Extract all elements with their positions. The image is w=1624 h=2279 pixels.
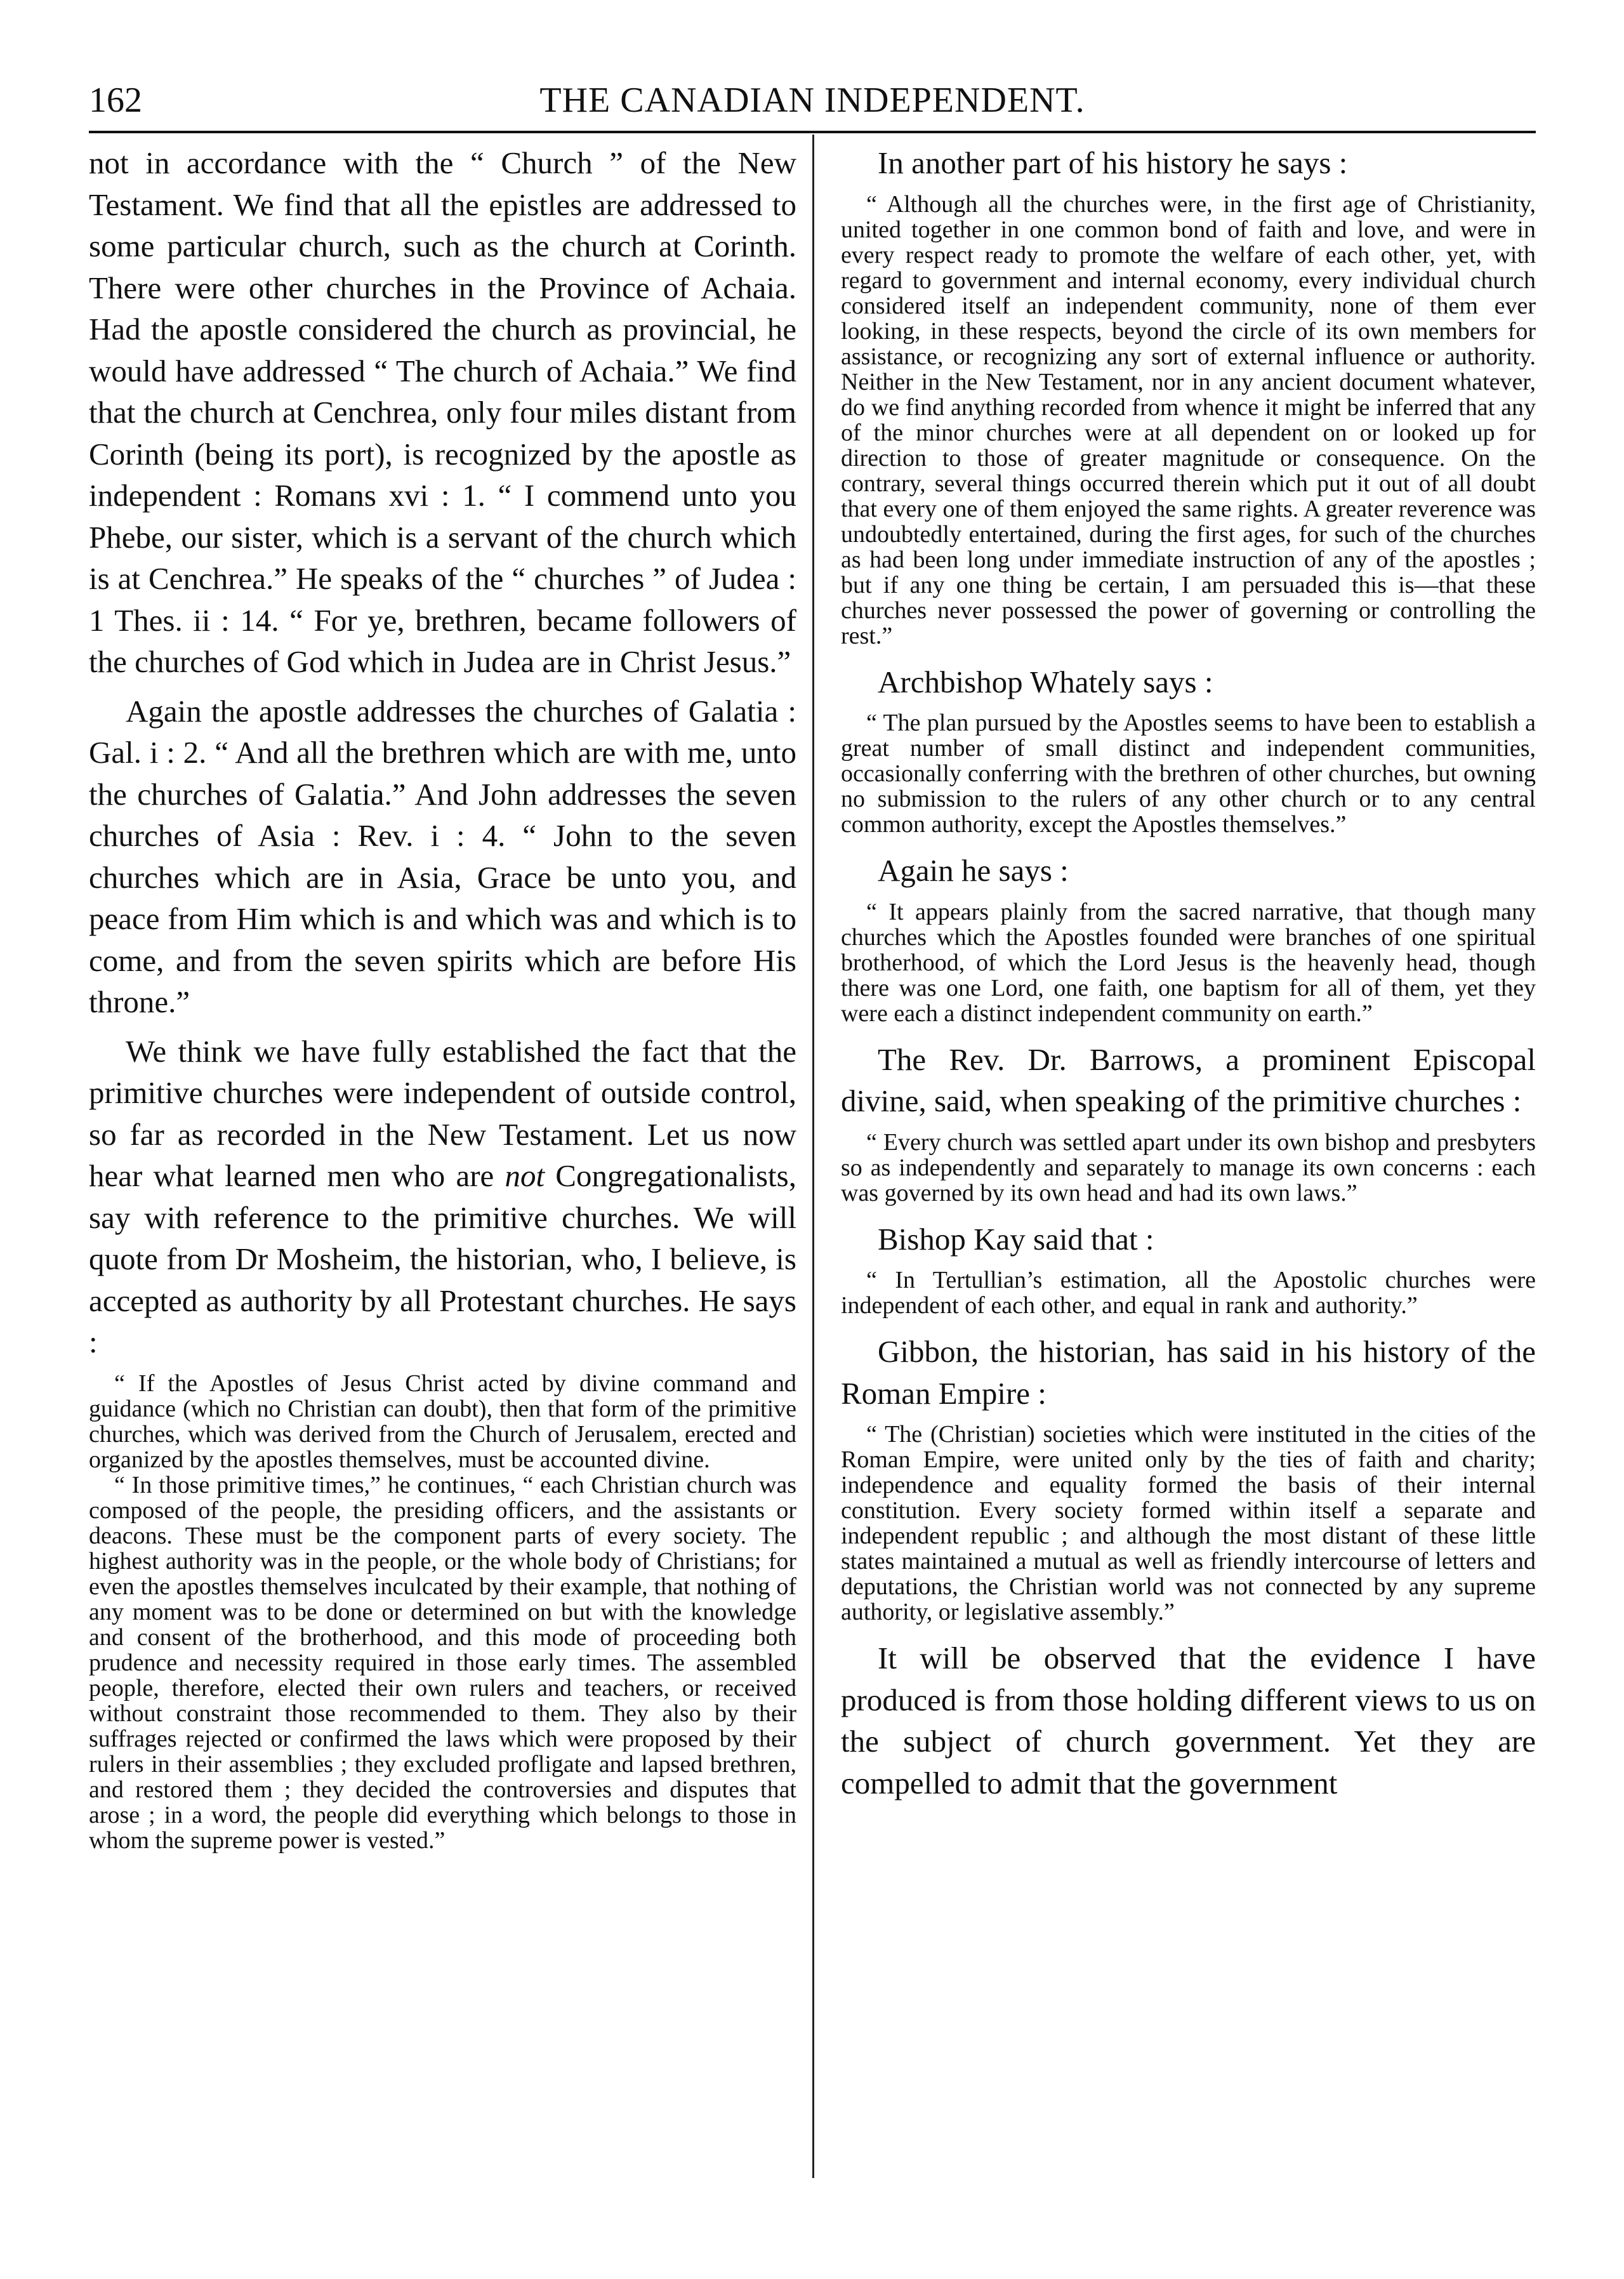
paragraph-barrows-intro: The Rev. Dr. Barrows, a prominent Episcopal divine, said, when speaking of the primitive churches : xyxy=(841,1041,1536,1118)
paragraph-mosheim-intro xyxy=(89,1031,796,1363)
mosheim-intro-part-2: Congregationalists, say with reference to the primitive churches. We will quote from Dr Mosheim, the historian, who, I believe, is accepted as authority by all Protestant churches. He says : xyxy=(89,1158,796,1359)
paragraph-gibbon-intro: Gibbon, the historian, has said in his history of the Roman Empire : xyxy=(841,1334,1536,1411)
quote-mosheim-independent-community: “ Although all the churches were, in the first age of Christianity, united together in one common bond of faith and love, and were in every respect ready to promote the welfare of each other, yet, with regard to government and internal economy, every individual church considered itself an independent community, none of them ever looking, in these respects, beyond the circle of its own members for assistance, or recognizing any sort of external influence or authority. Neither in the New Testament, nor in any ancient document whatever, do we find anything recorded from whence it might be inferred that any of the minor churches were at all dependent on or looked up for direction to those of greater magnitude or consequence. On the contrary, several things occurred therein which put it out of all doubt that every one of them enjoyed the same rights. A greater reverence was undoubtedly entertained, during the first ages, for such of the churches as had been long under immediate instruction of any of the apostles ; but if any one thing be certain, I am persuaded this is—that these churches never possessed the power of governing or controlling the rest.” xyxy=(841,190,1536,649)
quote-barrows: “ Every church was settled apart under its own bishop and presbyters so as independently and separately to manage its own concerns : each was governed by its own head and had its own laws.” xyxy=(841,1128,1536,1206)
column-divider xyxy=(812,135,814,2178)
quote-whately-plan: “ The plan pursued by the Apostles seems to have been to establish a great number of small distinct and independent communities, occasionally conferring with the brethren of other churches, but owning no submission to the rulers of any other church or to any central common authority, except the Apostles themselves.” xyxy=(841,710,1536,838)
quote-kay: “ In Tertullian’s estimation, all the Apostolic churches were independent of each other, and equal in rank and authority.” xyxy=(841,1267,1536,1319)
paragraph-galatia: Again the apostle addresses the churches of Galatia : Gal. i : 2. “ And all the brethren which are with me, unto the churches of Galatia.” And John addresses the seven churches of Asia : Rev. i : 4. “ John to the seven churches which are in Asia, Grace be unto you, and peace from Him which is and which was and which is to come, and from the seven spirits which are before His throne.” xyxy=(89,693,796,1019)
paragraph-another-part: In another part of his history he says : xyxy=(878,145,1348,180)
paragraph-epistles: not in accordance with the “ Church ” of the New Testament. We find that all the epistles are addressed to some particular church, such as the church at Corinth. There were other churches in the Province of Achaia. Had the apostle considered the church as provincial, he would have addressed “ The church of Achaia.” We find that the church at Cenchrea, only four miles distant from Corinth (being its port), is recognized by the apostle as independent : Romans xvi : 1. “ I commend unto you Phebe, our sister, which is a servant of the church which is at Cenchrea.” He speaks of the “ churches ” of Judea : 1 Thes. ii : 14. “ For ye, brethren, became followers of the churches of God which in Judea are in Christ Jesus.” xyxy=(89,145,796,679)
header-rule xyxy=(89,131,1536,133)
page-number: 162 xyxy=(89,81,142,120)
emphasis-not: not xyxy=(505,1158,545,1193)
paragraph-conclusion: It will be observed that the evidence I have produced is from those holding different views to us on the subject of church government. Yet they are compelled to admit that the government xyxy=(841,1641,1536,1800)
paragraph-kay-intro: Bishop Kay said that : xyxy=(878,1221,1154,1257)
mosheim-intro-part-1: We think we have fully established the fact that the primitive churches were independent of outside control, so far as recorded in the New Testament. Let us now hear what learned men who are xyxy=(89,1033,796,1193)
left-column xyxy=(89,142,796,1853)
paragraph-again-he-says: Again he says : xyxy=(878,853,1069,888)
quote-mosheim-primitive-times: “ In those primitive times,” he continues, “ each Christian church was composed of the people, the presiding officers, and the assistants or deacons. These must be the component parts of every society. The highest authority was in the people, or the whole body of Christians; for even the apostles themselves inculcated by their example, that nothing of any moment was to be done or determined on but with the knowledge and consent of the brotherhood, and this mode of proceeding both prudence and necessity required in those early times. The assembled people, therefore, elected their own rulers and teachers, or received without constraint those recommended to them. They also by their suffrages rejected or confirmed the laws which were proposed by their rulers in their assemblies ; they excluded profligate and lapsed brethren, and restored them ; they decided the controversies and disputes that arose ; in a word, the people did everything which belongs to those in whom the supreme power is vested.” xyxy=(89,1471,796,1854)
paragraph-whately-intro: Archbishop Whately says : xyxy=(878,664,1213,699)
running-title: THE CANADIAN INDEPENDENT. xyxy=(539,81,1085,120)
quote-gibbon: “ The (Christian) societies which were instituted in the cities of the Roman Empire, were united only by the ties of faith and charity; independence and equality formed the basis of their internal constitution. Every society formed within itself a separate and independent republic ; and although the most distant of these little states maintained a mutual as well as friendly intercourse of letters and deputations, the Christian world was not connected by any supreme authority, or legislative assembly.” xyxy=(841,1421,1536,1625)
page-header xyxy=(89,75,1536,129)
right-column xyxy=(841,142,1536,1804)
quote-whately-sacred-narrative: “ It appears plainly from the sacred narrative, that though many churches which the Apostles founded were branches of one spiritual brotherhood, of which the Lord Jesus is the heavenly head, though there was one Lord, one faith, one baptism for all of them, yet they were each a distinct independent community on earth.” xyxy=(841,898,1536,1027)
quote-mosheim-apostles: “ If the Apostles of Jesus Christ acted by divine command and guidance (which no Christian can doubt), then that form of the primitive churches, which was derived from the Church of Jerusalem, erected and organized by the apostles themselves, must be accounted divine. xyxy=(89,1370,796,1473)
